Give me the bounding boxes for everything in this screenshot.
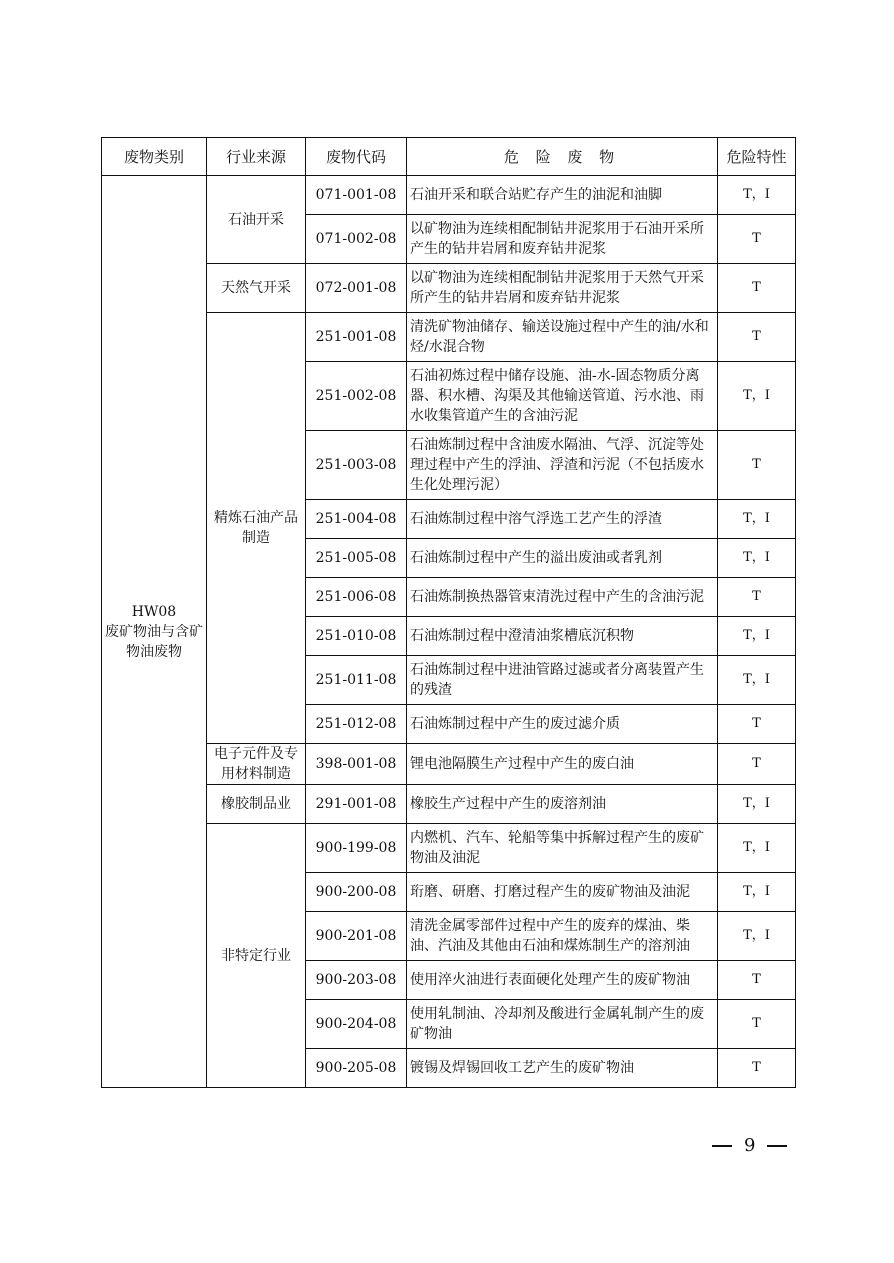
hazard-cell: T [718,431,796,500]
footer-dash-right [767,1145,787,1147]
hazard-cell: T，I [718,176,796,215]
hazard-cell: T，I [718,656,796,705]
waste-code-cell: 900-201-08 [306,912,407,961]
hazard-cell: T [718,1000,796,1049]
header-category: 废物类别 [102,138,207,176]
waste-code-cell: 291-001-08 [306,785,407,824]
table-header-row [102,138,796,176]
category-code: HW08 [131,603,177,620]
header-waste: 危 险 废 物 [407,138,718,176]
hazard-cell: T [718,705,796,744]
waste-description-cell: 石油炼制过程中进油管路过滤或者分离装置产生的残渣 [407,656,718,705]
industry-source-label: 橡胶制品业 [221,796,291,812]
waste-description-cell: 使用轧制油、冷却剂及酸进行金属轧制产生的废矿物油 [407,1000,718,1049]
hazard-cell: T，I [718,785,796,824]
industry-source-cell [207,176,306,264]
hazard-cell: T，I [718,500,796,539]
table-row [102,824,796,873]
hazard-cell: T [718,264,796,313]
waste-description-cell: 镀锡及焊锡回收工艺产生的废矿物油 [407,1049,718,1088]
waste-description-cell: 石油炼制过程中溶气浮选工艺产生的浮渣 [407,500,718,539]
hazard-cell: T [718,215,796,264]
waste-code-cell: 251-010-08 [306,617,407,656]
waste-description-cell: 石油开采和联合站贮存产生的油泥和油脚 [407,176,718,215]
industry-source-cell [207,744,306,785]
waste-code-cell: 251-003-08 [306,431,407,500]
waste-description-cell: 石油初炼过程中储存设施、油-水-固态物质分离器、积水槽、沟渠及其他输送管道、污水池、雨水收集管道产生的含油污泥 [407,362,718,431]
waste-description-cell: 石油炼制换热器管束清洗过程中产生的含油污泥 [407,578,718,617]
waste-code-cell: 251-012-08 [306,705,407,744]
waste-description-cell: 橡胶生产过程中产生的废溶剂油 [407,785,718,824]
hazard-cell: T [718,578,796,617]
page-footer [700,1135,799,1156]
footer-dash-left [712,1145,732,1147]
table-row [102,744,796,785]
table-row [102,313,796,362]
waste-description-cell: 清洗金属零部件过程中产生的废弃的煤油、柴油、汽油及其他由石油和煤炼制生产的溶剂油 [407,912,718,961]
waste-code-cell: 251-006-08 [306,578,407,617]
waste-code-cell: 251-011-08 [306,656,407,705]
industry-source-label: 石油开采 [228,211,284,228]
waste-code-cell: 900-204-08 [306,1000,407,1049]
waste-description-cell: 以矿物油为连续相配制钻井泥浆用于石油开采所产生的钻井岩屑和废弃钻井泥浆 [407,215,718,264]
hazard-cell: T，I [718,362,796,431]
table-row [102,785,796,824]
waste-code-cell: 900-199-08 [306,824,407,873]
page-number: 9 [744,1135,756,1156]
industry-source-cell [207,824,306,1088]
hazard-cell: T [718,744,796,785]
hazardous-waste-table [101,137,796,1088]
waste-code-cell: 251-004-08 [306,500,407,539]
waste-description-cell: 珩磨、研磨、打磨过程产生的废矿物油及油泥 [407,873,718,912]
waste-code-cell: 900-200-08 [306,873,407,912]
waste-code-cell: 251-002-08 [306,362,407,431]
hazard-cell: T [718,1049,796,1088]
waste-description-cell: 内燃机、汽车、轮船等集中拆解过程产生的废矿物油及油泥 [407,824,718,873]
waste-code-cell: 071-002-08 [306,215,407,264]
industry-source-cell [207,785,306,824]
industry-source-label: 非特定行业 [221,947,291,964]
header-hazard: 危险特性 [718,138,796,176]
waste-description-cell: 石油炼制过程中澄清油浆槽底沉积物 [407,617,718,656]
category-name: 废矿物油与含矿物油废物 [105,623,203,660]
industry-source-cell [207,313,306,744]
waste-description-cell: 使用淬火油进行表面硬化处理产生的废矿物油 [407,961,718,1000]
hazard-cell: T [718,313,796,362]
hazard-cell: T，I [718,824,796,873]
waste-code-cell: 072-001-08 [306,264,407,313]
waste-description-cell: 石油炼制过程中含油废水隔油、气浮、沉淀等处理过程中产生的浮油、浮渣和污泥（不包括废水生化处理污泥） [407,431,718,500]
industry-source-label: 电子元件及专用材料制造 [214,746,298,782]
industry-source-cell [207,264,306,313]
waste-code-cell: 251-001-08 [306,313,407,362]
category-cell [102,176,207,1088]
industry-source-label: 精炼石油产品制造 [214,510,298,546]
hazard-cell: T，I [718,873,796,912]
waste-description-cell: 石油炼制过程中产生的溢出废油或者乳剂 [407,539,718,578]
waste-description-cell: 清洗矿物油储存、输送设施过程中产生的油/水和烃/水混合物 [407,313,718,362]
waste-description-cell: 以矿物油为连续相配制钻井泥浆用于天然气开采所产生的钻井岩屑和废弃钻井泥浆 [407,264,718,313]
waste-description-cell: 石油炼制过程中产生的废过滤介质 [407,705,718,744]
hazard-cell: T，I [718,617,796,656]
industry-source-label: 天然气开采 [221,280,291,296]
table-row [102,176,796,215]
waste-description-cell: 锂电池隔膜生产过程中产生的废白油 [407,744,718,785]
header-code: 废物代码 [306,138,407,176]
waste-code-cell: 900-203-08 [306,961,407,1000]
waste-code-cell: 900-205-08 [306,1049,407,1088]
table-body [102,176,796,1088]
hazard-cell: T，I [718,539,796,578]
table-row [102,264,796,313]
hazard-cell: T [718,961,796,1000]
waste-code-cell: 251-005-08 [306,539,407,578]
waste-code-cell: 398-001-08 [306,744,407,785]
waste-code-cell: 071-001-08 [306,176,407,215]
header-source: 行业来源 [207,138,306,176]
hazard-cell: T，I [718,912,796,961]
